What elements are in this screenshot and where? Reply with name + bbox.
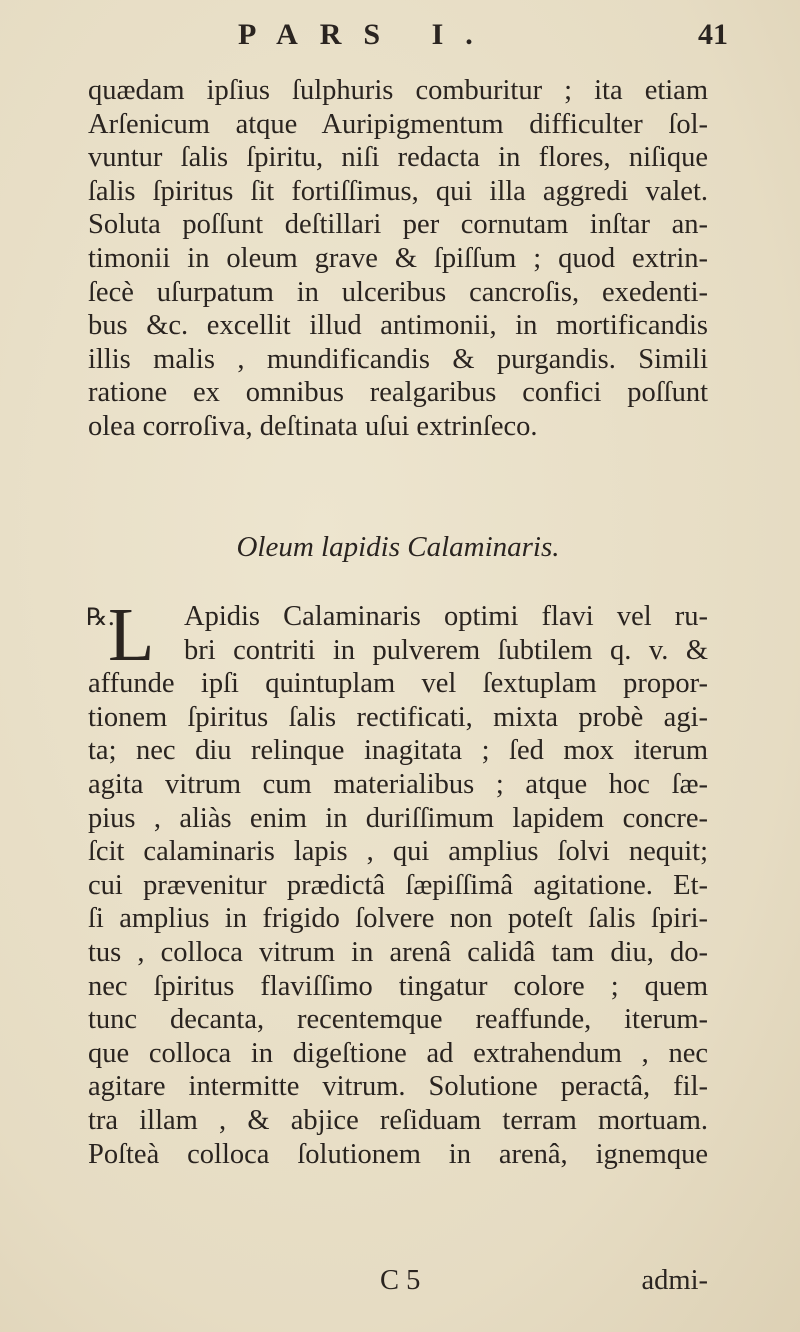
text-line: tunc decanta, recentemque reaffunde, iterum- (88, 1004, 708, 1036)
section-heading: Oleum lapidis Calaminaris. (236, 531, 560, 563)
text-line: ratione ex omnibus realgaribus confici poſſunt (88, 377, 708, 409)
text-line: ſecè uſurpatum in ulceribus cancroſis, exedenti- (88, 276, 708, 308)
text-line: vuntur ſalis ſpiritu, niſi redacta in flores, niſique (88, 142, 708, 174)
text-line: affunde ipſi quintuplam vel ſextuplam propor- (88, 668, 708, 700)
text-line: ſi amplius in frigido ſolvere non poteſt ſalis ſpiri- (88, 903, 708, 935)
text-line: Soluta poſſunt deſtillari per cornutam inſtar an- (88, 209, 708, 241)
text-line: cui prævenitur prædictâ ſæpiſſimâ agitatione. Et- (88, 869, 708, 901)
text-line: olea corroſiva, deſtinata uſui extrinſeco. (88, 410, 538, 442)
text-line: tionem ſpiritus ſalis rectificati, mixta probè agi- (88, 701, 708, 733)
catchword: admi- (641, 1265, 708, 1296)
text-line: timonii in oleum grave & ſpiſſum ; quod extrin- (88, 242, 708, 274)
text-line: tus , colloca vitrum in arenâ calidâ tam diu, do- (88, 936, 708, 968)
text-line: illis malis , mundificandis & purgandis. Simili (88, 343, 708, 375)
recipe-paragraph (86, 593, 708, 1171)
text-line: quædam ipſius ſulphuris comburitur ; ita etiam (88, 75, 708, 106)
text-line: ta; nec diu relinque inagitata ; ſed mox iterum (88, 735, 708, 767)
text-line: pius , aliàs enim in duriſſimum lapidem concre- (88, 802, 708, 834)
page-footer (88, 1265, 708, 1301)
text-line: bri contriti in pulverem ſubtilem q. v. & (184, 634, 708, 666)
signature-mark: C 5 (380, 1265, 421, 1296)
text-line: Apidis Calaminaris optimi flavi vel ru- (184, 601, 708, 632)
drop-cap: L (108, 593, 155, 677)
text-line: ſalis ſpiritus ſit fortiſſimus, qui illa aggredi valet. (88, 175, 708, 207)
text-line: bus &c. excellit illud antimonii, in mortificandis (88, 310, 708, 342)
text-line: Arſenicum atque Auripigmentum difficulter ſol- (88, 108, 708, 140)
text-line: ſcit calaminaris lapis , qui amplius ſolvi nequit; (88, 836, 708, 868)
text-line: Poſteà colloca ſolutionem in arenâ, ignemque (88, 1138, 708, 1170)
text-line: agita vitrum cum materialibus ; atque hoc ſæ- (88, 768, 708, 800)
page-number: 41 (698, 18, 728, 51)
page-header (0, 14, 800, 64)
running-head: PARS I. (238, 18, 495, 51)
paragraph-continuation (88, 74, 708, 444)
text-line: agitare intermitte vitrum. Solutione peractâ, fil- (88, 1071, 708, 1103)
text-line: tra illam , & abjice reſiduam terram mortuam. (88, 1104, 708, 1136)
text-line: nec ſpiritus flaviſſimo tingatur colore ; quem (88, 970, 708, 1002)
text-line: que colloca in digeſtione ad extrahendum , nec (88, 1037, 708, 1069)
recipe-symbol: ℞. (86, 603, 116, 631)
